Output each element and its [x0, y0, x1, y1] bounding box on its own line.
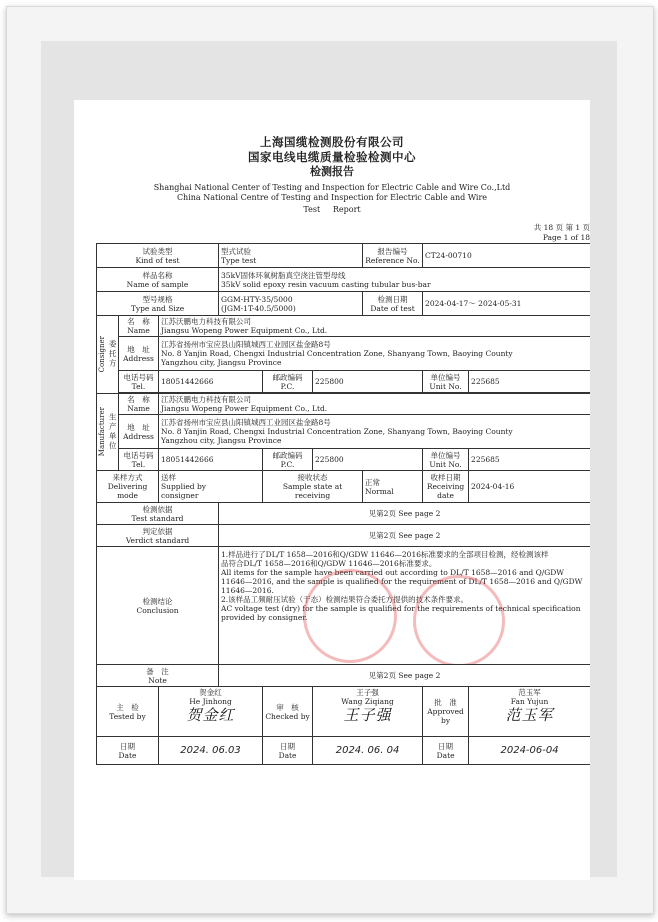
- manufacturer-addr-label-cn: 地 址: [127, 422, 150, 432]
- company-name-cn: 上海国缆检测股份有限公司: [260, 135, 404, 149]
- state-value-cn: 正常: [365, 477, 381, 487]
- recv-label-en: Receiving date: [426, 482, 465, 500]
- test-type-label-cn: 试验类型: [142, 246, 173, 256]
- consigner-unit: 225685: [471, 377, 500, 386]
- delivery-label-cn: 来样方式: [112, 473, 143, 482]
- consigner-pc-label-en: P.C.: [280, 381, 295, 391]
- recv-label-cn: 收样日期: [430, 473, 461, 482]
- row-standard: [97, 503, 591, 525]
- date-label-cn: 日期: [438, 741, 454, 751]
- approver-name-en: Fan Yujun: [510, 697, 549, 706]
- row-consigner-address: [97, 337, 591, 371]
- report-table: [96, 243, 590, 765]
- state-label-cn: 接收状态: [297, 473, 328, 482]
- manufacturer-addr-en-2: Yangzhou city, Jiangsu Province: [161, 436, 282, 445]
- model-label-en: Type and Size: [130, 303, 185, 313]
- conclusion-line: 11646—2016.: [221, 586, 274, 595]
- row-manufacturer-address: [97, 415, 591, 449]
- verdict-label-en: Verdict standard: [125, 535, 190, 545]
- center-name-cn: 国家电线电缆质量检验检测中心: [248, 150, 416, 164]
- sample-label-en: Name of sample: [126, 279, 189, 289]
- row-sample: [97, 268, 591, 292]
- consigner-name-en: Jiangsu Wopeng Power Equipment Co., Ltd.: [161, 326, 328, 335]
- note-label-cn: 备 注: [146, 666, 169, 676]
- consigner-name-label-en: Name: [127, 326, 150, 335]
- manufacturer-unit: 225685: [471, 455, 500, 464]
- recv-date: 2024-04-16: [471, 482, 515, 491]
- row-conclusion: [97, 547, 591, 665]
- conclusion-line: 1.样品进行了DL/T 1658—2016和Q/GDW 11646—2016标准要求的全部项目检测，经检测该样: [221, 550, 549, 559]
- date-label-en: Date: [118, 750, 137, 760]
- model-value-1: GGM-HTY-35/5000: [221, 294, 293, 304]
- consigner-addr-cn: 江苏省扬州市宝应县山阳镇城西工业园区盐金路8号: [161, 340, 331, 349]
- test-date-label-en: Date of test: [370, 303, 415, 313]
- consigner-unit-label-en: Unit No.: [429, 381, 462, 391]
- checker-label-cn: 审 核: [276, 702, 299, 712]
- report-no-label-cn: 报告编号: [377, 246, 408, 256]
- approver-date: 2024-06-04: [500, 744, 559, 756]
- approver-signature: 范玉军: [505, 706, 554, 724]
- test-type-label-en: Kind of test: [135, 255, 180, 265]
- note-value: 见第2页 See page 2: [368, 671, 441, 680]
- consigner-addr-en-2: Yangzhou city, Jiangsu Province: [161, 358, 282, 367]
- consigner-tel: 18051442666: [161, 377, 214, 386]
- conclusion-line: 品符合DL/T 1658—2016和Q/GDW 11646—2016标准要求。: [221, 559, 437, 568]
- sample-value-cn: 35kV固体环氧树脂真空浇注管型母线: [221, 270, 346, 280]
- manufacturer-tel-label-en: Tel.: [131, 459, 146, 469]
- consigner-pc-label-cn: 邮政编码: [272, 372, 303, 382]
- tester-name-cn: 贺金红: [199, 688, 222, 697]
- consigner-tel-label-cn: 电话号码: [123, 372, 154, 382]
- date-label-cn: 日期: [280, 741, 296, 751]
- manufacturer-unit-label-en: Unit No.: [429, 459, 462, 469]
- delivery-value-cn: 送样: [161, 473, 176, 482]
- consigner-group-cn: 委托方: [108, 340, 118, 369]
- row-signoff: [97, 687, 591, 737]
- date-label-en: Date: [436, 750, 455, 760]
- report-page: [74, 100, 590, 880]
- state-label-en-2: receiving: [294, 491, 331, 500]
- row-manufacturer-tel: [97, 449, 591, 471]
- manufacturer-group-en: Manufacturer: [97, 407, 106, 457]
- checker-name-cn: 王子强: [356, 688, 379, 697]
- consigner-name-label-cn: 名 称: [127, 317, 150, 326]
- manufacturer-name-cn: 江苏沃鹏电力科技有限公司: [161, 395, 251, 404]
- report-title-cn: 检测报告: [310, 165, 354, 178]
- approver-name-cn: 范玉军: [518, 688, 541, 697]
- consigner-addr-en-1: No. 8 Yanjin Road, Chengxi Industrial Concentration Zone, Shanyang Town, Baoying County: [161, 349, 513, 358]
- checker-label-en: Checked by: [265, 711, 310, 721]
- conclusion-line: AC voltage test (dry) for the sample is qualified for the requirements of technical specification: [221, 604, 581, 613]
- row-manufacturer-name: [97, 394, 591, 415]
- checker-signature: 王子强: [343, 706, 392, 724]
- tester-date: 2024. 06.03: [180, 744, 241, 756]
- tester-label-en: Tested by: [109, 711, 146, 721]
- consigner-tel-label-en: Tel.: [131, 381, 146, 391]
- row-model: [97, 292, 591, 316]
- manufacturer-addr-cn: 江苏省扬州市宝应县山阳镇城西工业园区盐金路8号: [161, 418, 331, 427]
- company-name-en: Shanghai National Center of Testing and Inspection for Electric Cable and Wire Co.,Ltd: [153, 183, 511, 192]
- standard-label-en: Test standard: [131, 513, 184, 523]
- test-date-value: 2024-04-17～ 2024-05-31: [425, 299, 522, 308]
- consigner-pc: 225800: [315, 377, 344, 386]
- checker-name-en: Wang Ziqiang: [341, 697, 394, 706]
- consigner-name-cn: 江苏沃鹏电力科技有限公司: [161, 317, 251, 326]
- report-title-en: Test Report: [303, 205, 361, 214]
- standard-value: 见第2页 See page 2: [368, 509, 441, 518]
- row-consigner-name: [97, 316, 591, 337]
- model-value-2: (JGM-1T-40.5/5000): [221, 303, 296, 313]
- sample-label-cn: 样品名称: [142, 270, 173, 280]
- manufacturer-name-en: Jiangsu Wopeng Power Equipment Co., Ltd.: [161, 404, 328, 413]
- conclusion-line: provided by consigner.: [221, 613, 308, 622]
- row-test-type: [97, 244, 591, 268]
- manufacturer-name-label-cn: 名 称: [127, 395, 150, 404]
- note-label-en: Note: [148, 675, 167, 685]
- checker-date: 2024. 06. 04: [335, 744, 400, 756]
- consigner-group-en: Consigner: [97, 336, 106, 373]
- row-delivery: [97, 471, 591, 503]
- state-value-en: Normal: [365, 486, 394, 496]
- approver-label-en: Approved by: [427, 707, 464, 725]
- manufacturer-unit-label-cn: 单位编号: [430, 450, 461, 460]
- sample-value-en: 35kV solid epoxy resin vacuum casting tubular bus-bar: [221, 279, 431, 289]
- tester-label-cn: 主 检: [116, 702, 139, 712]
- conclusion-line: All items for the sample have been carried out according to DL/T 1658—2016 and Q/GDW: [221, 568, 565, 577]
- manufacturer-pc-label-en: P.C.: [280, 459, 295, 469]
- manufacturer-tel: 18051442666: [161, 455, 214, 464]
- test-date-label-cn: 检测日期: [377, 294, 408, 304]
- row-verdict-standard: [97, 525, 591, 547]
- conclusion-label-en: Conclusion: [136, 605, 179, 615]
- tester-name-en: He Jinhong: [189, 697, 232, 706]
- test-type-value-cn: 型式试验: [221, 246, 252, 256]
- standard-label-cn: 检测依据: [142, 504, 173, 514]
- delivery-value-en-1: Supplied by: [161, 482, 207, 491]
- conclusion-line: 11646—2016, and the sample is qualified for the requirement of DL/T 1658—2016 and Q/GDW: [221, 577, 583, 586]
- tester-signature: 贺金红: [186, 706, 235, 724]
- manufacturer-tel-label-cn: 电话号码: [123, 450, 154, 460]
- page-count-en: Page 1 of 18: [542, 233, 590, 242]
- model-label-cn: 型号规格: [142, 294, 173, 304]
- consigner-unit-label-cn: 单位编号: [430, 372, 461, 382]
- row-consigner-tel: [97, 371, 591, 393]
- date-label-cn: 日期: [120, 741, 135, 751]
- verdict-label-cn: 判定依据: [142, 526, 173, 536]
- test-type-value-en: Type test: [221, 255, 257, 265]
- state-label-en-1: Sample state at: [282, 482, 343, 491]
- report-no-label-en: Reference No.: [365, 255, 420, 265]
- verdict-value: 见第2页 See page 2: [368, 531, 441, 540]
- conclusion-line: 2.该样品工频耐压试验（干态）检测结果符合委托方提供的技术条件要求。: [221, 595, 469, 604]
- row-note: [97, 665, 591, 687]
- report-no-value: CT24-00710: [425, 251, 472, 260]
- manufacturer-addr-label-en: Address: [123, 431, 154, 441]
- center-name-en: China National Centre of Testing and Inspection for Electric Cable and Wire: [176, 193, 488, 202]
- date-label-en: Date: [278, 750, 297, 760]
- manufacturer-addr-en-1: No. 8 Yanjin Road, Chengxi Industrial Concentration Zone, Shanyang Town, Baoying County: [161, 427, 513, 436]
- manufacturer-group-cn: 生产单位: [108, 412, 118, 451]
- consigner-addr-label-en: Address: [123, 353, 154, 363]
- delivery-value-en-2: consigner: [161, 491, 199, 500]
- approver-label-cn: 批 准: [434, 698, 457, 707]
- page-count-cn: 共 18 页 第 1 页: [533, 223, 590, 232]
- conclusion-label-cn: 检测结论: [142, 596, 173, 606]
- consigner-addr-label-cn: 地 址: [127, 344, 150, 354]
- manufacturer-pc: 225800: [315, 455, 344, 464]
- delivery-label-en: Delivering mode: [107, 482, 148, 500]
- row-dates: [97, 737, 591, 765]
- manufacturer-pc-label-cn: 邮政编码: [272, 450, 303, 460]
- manufacturer-name-label-en: Name: [127, 404, 150, 413]
